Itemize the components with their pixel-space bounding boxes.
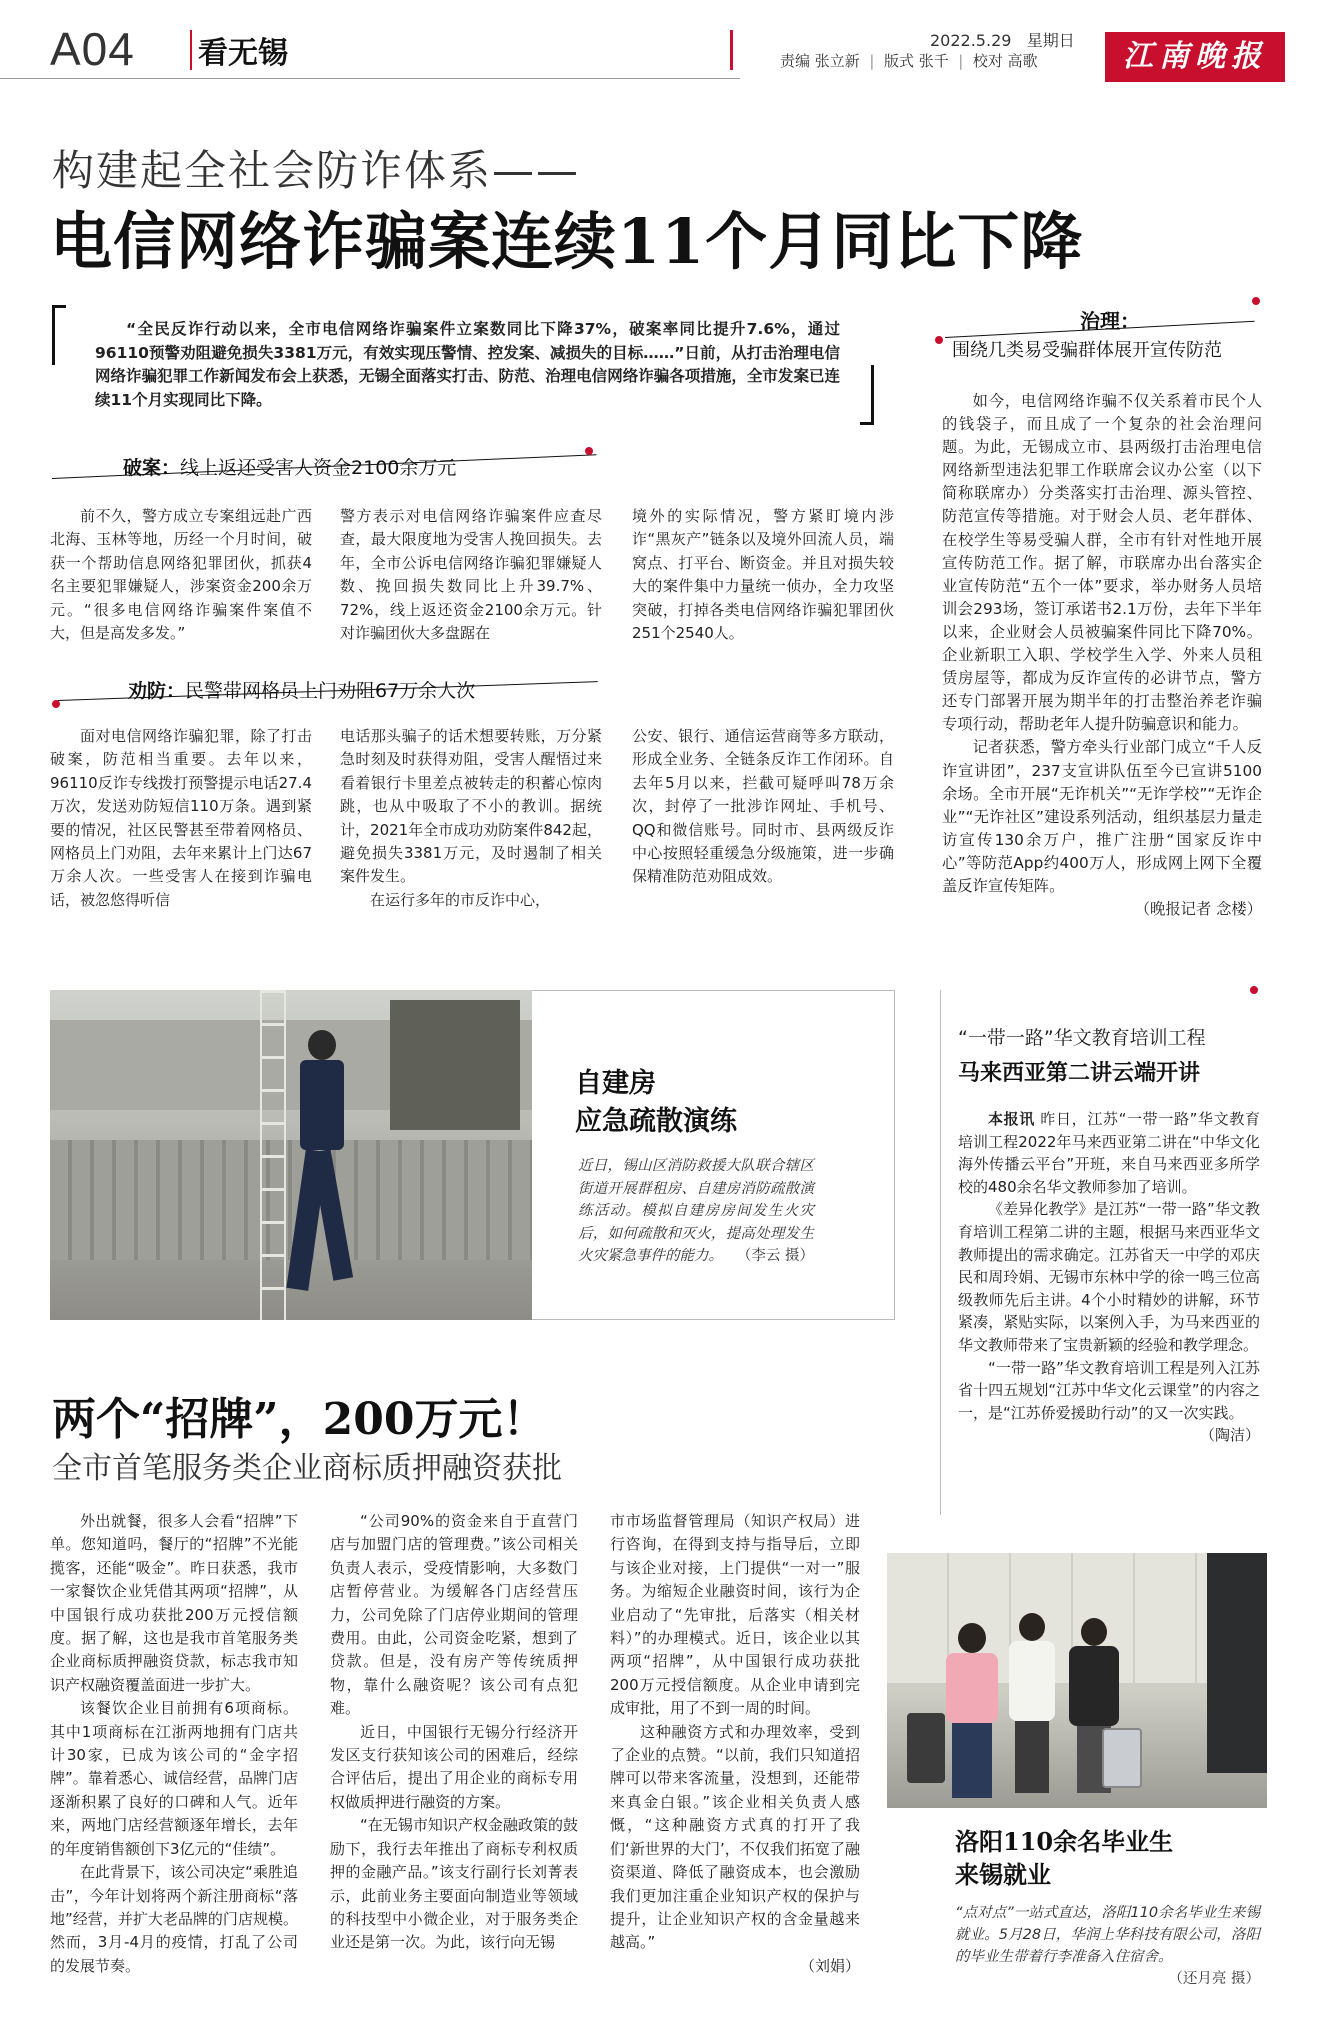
sub1-header: [123, 453, 456, 480]
lead-kicker: 构建起全社会防诈体系——: [52, 146, 581, 195]
sub2-label: 劝防：: [128, 680, 186, 702]
graduates-caption-box: [955, 1902, 1260, 1990]
page-number: A04: [50, 23, 135, 75]
sub3-dot: [1252, 297, 1260, 305]
rope-ladder: [260, 990, 286, 1320]
editor: 责编 张立新: [780, 52, 860, 70]
trademark-headline: 两个“招牌”，200万元！: [52, 1394, 547, 1445]
sub1-col1: 前不久，警方成立专案组远赴广西北海、玉林等地，历经一个月时间，破获一个帮助信息网络犯罪团伙，抓获4名主要犯罪嫌疑人，涉案资金200余万元。“很多电信网络诈骗案件案值不大，但是高发多发。”: [50, 507, 312, 643]
sub1-dot: [585, 447, 593, 455]
trademark-col3: 市市场监督管理局（知识产权局）进行咨询，在得到支持与指导后，立即与该企业对接，上门提供“一对一”服务。为缩短企业融资时间，该行为企业启动了“先审批，后落实（相关材料）”的办理模式。近日，该企业以其两项“招牌”，从中国银行成功获批200万元授信额度。从企业申请到完成审批，用了不到一周的时间。 这种融资方式和办理效率，受到了企业的点赞。“以前，我们只知道招牌可以带来客流量，没想到，还能带来真金白银。”该企业相关负责人感慨，“这种融资方式真的打开了我们‘新世界的大门’，不仅我们拓宽了融资渠道、降低了融资成本，也会激励我们更加注重企业知识产权的保护与提升，让企业知识产权的含金量越来越高。” （刘娟）: [610, 1510, 860, 1978]
sub1-title: 线上返还受害人资金2100余万元: [180, 457, 457, 479]
layout-editor: 版式 张千: [883, 52, 949, 70]
fire-drill-photo: [50, 990, 532, 1320]
belt-road-byline: （陶洁）: [1199, 1426, 1260, 1445]
trademark-col2: “公司90%的资金来自于直营门店与加盟门店的管理费。”该公司相关负责人表示，受疫情影响，大多数门店暂停营业。为缓解各门店经营压力，公司免除了门店停业期间的管理费用。由此，公司资金吃紧，想到了贷款。但是，没有房产等传统质押物，靠什么融资呢？该公司有点犯难。 近日，中国银行无锡分行经济开发区支行获知该公司的困难后，经综合评估后，提出了用企业的商标专用权做质押进行融资的方案。 “在无锡市知识产权金融政策的鼓励下，我行去年推出了商标专利权质押的金融产品。”该支行副行长刘菁表示，此前业务主要面向制造业等领域的科技型中小微企业，对于服务类企业还是第一次。为此，该行向无锡: [330, 1512, 578, 1952]
suitcase: [1102, 1728, 1142, 1788]
masthead: [0, 0, 1317, 90]
trademark-byline: （刘娟）: [799, 1956, 860, 1975]
lead-byline: （晚报记者 念楼）: [1134, 900, 1262, 919]
fire-drill-title-1: 自建房: [575, 1068, 656, 1099]
fire-drill-title: [575, 1065, 737, 1141]
student-white: [1007, 1613, 1057, 1793]
window-dark: [390, 1000, 520, 1130]
sub2-header: [128, 676, 475, 703]
newspaper-logo: [1105, 32, 1285, 82]
graduates-credit: （还月亮 摄）: [1168, 1971, 1260, 1987]
graduates-title-1: 洛阳110余名毕业生: [955, 1827, 1174, 1856]
sub2-col1: 面对电信网络诈骗犯罪，除了打击破案，防范相当重要。去年以来，96110反诈专线拨打预警提示电话27.4万次，发送劝防短信110万条。遇到紧要的情况，社区民警甚至带着网格员、网格员上门劝阻，去年来累计上门达67万余人次。一些受害人在接到诈骗电话，被忽悠得听信: [50, 727, 312, 909]
lead-intro-text: “全民反诈行动以来，全市电信网络诈骗案件立案数同比下降37%，破案率同比提升7.6%，通过96110预警劝阻避免损失3381万元，有效实现压警情、控发案、减损失的目标……”日前，从打击治理电信网络诈骗犯罪工作新闻发布会上获悉，无锡全面落实打击、防范、治理电信网络诈骗各项措施，全市发案已连续11个月实现同比下降。: [95, 320, 840, 409]
section-underline: [0, 78, 740, 79]
belt-road-lead: 本报讯: [988, 1110, 1035, 1128]
staff-line: 责编 张立新 | 版式 张千 | 校对 高歌: [780, 52, 1038, 70]
date: 2022.5.29: [930, 31, 1012, 50]
sub3-body: 如今，电信网络诈骗不仅关系着市民个人的钱袋子，而且成了一个复杂的社会治理问题。为此，无锡成立市、县两级打击治理电信网络新型违法犯罪工作联席会议办公室（以下简称联席办）分类落实打击治理、源头管控、防范宣传等措施。对于财会人员、老年群体、在校学生等易受骗人群，全市有针对性地开展宣传防范工作。据了解，市联席办出台落实企业宣传防范“五个一体”要求，举办财务人员培训会293场，签订承诺书2.1万份，去年下半年以来，企业财会人员被骗案件同比下降70%。企业新职工入职、学校学生入学、外来人员租赁房屋等，都成为反诈宣传的必讲节点，警方还专门部署开展为期半年的打击整治养老诈骗专项行动，帮助老年人提升防骗意识和能力。 记者获悉，警方牵头行业部门成立“千人反诈宣讲团”，237支宣讲队伍至今已宣讲5100余场。全市开展“无诈机关”“无诈学校”“无诈企业”“无诈社区”建设系列活动，组织基层力量走访宣传130余万户，推广注册“国家反诈中心”等防范App约400万人，形成网上网下全覆盖反诈宣传矩阵。 （晚报记者 念楼）: [942, 390, 1262, 921]
sub2-col2: 电话那头骗子的话术想要转账，万分紧急时刻及时获得劝阻，受害人醒悟过来看着银行卡里差点被转走的积蓄心惊肉跳，也从中吸取了不小的教训。据统计，2021年全市成功劝防案件842起，避免损失3381万元，及时遏制了相关案件发生。 在运行多年的市反诈中心，: [340, 727, 602, 909]
trademark-subhead: 全市首笔服务类企业商标质押融资获批: [52, 1451, 562, 1486]
page-number-divider: [190, 30, 192, 70]
belt-road-dot: [1250, 986, 1258, 994]
student-pink: [942, 1623, 1002, 1798]
fire-drill-credit: （李云 摄）: [736, 1248, 814, 1264]
sub3-title: 围绕几类易受骗群体展开宣传防范: [952, 340, 1222, 361]
red-bar: [730, 30, 733, 70]
fire-drill-caption-box: [578, 1155, 814, 1268]
section-name: 看无锡: [198, 36, 288, 71]
proofreader: 校对 高歌: [972, 52, 1038, 70]
lead-headline: 电信网络诈骗案连续11个月同比下降: [50, 205, 1084, 278]
firefighter-figure: [290, 1030, 350, 1300]
fire-drill-caption: 近日，锡山区消防救援大队联合辖区街道开展群租房、自建房消防疏散演练活动。模拟自建房房间发生火灾后，如何疏散和灭火，提高处理发生火灾紧急事件的能力。: [578, 1158, 814, 1264]
trademark-col1: 外出就餐，很多人会看“招牌”下单。您知道吗，餐厅的“招牌”不光能揽客，还能“吸金”。昨日获悉，我市一家餐饮企业凭借其两项“招牌”，从中国银行成功获批200万元授信额度。据了解，这也是我市首笔服务类企业商标质押融资贷款，标志我市知识产权融资覆盖面进一步扩大。 该餐饮企业目前拥有6项商标。其中1项商标在江浙两地拥有门店共计30家，已成为该公司的“金字招牌”。靠着悉心、诚信经营，品牌门店逐渐积累了良好的口碑和人气。近年来，两地门店经营额逐年增长，去年的年度销售额创下3亿元的“佳绩”。 在此背景下，该公司决定“乘胜追击”，今年计划将两个新注册商标“落地”经营，并扩大老品牌的门店规模。然而，3月-4月的疫情，打乱了公司的发展节奏。: [50, 1512, 298, 1975]
bus: [1207, 1553, 1267, 1773]
intro-bracket-left: [52, 305, 66, 365]
belt-road-body: 本报讯 昨日，江苏“一带一路”华文教育培训工程2022年马来西亚第二讲在“中华文化海外传播云平台”开班，来自马来西亚多所学校的480余名华文教师参加了培训。 《差异化教学》是江苏“一带一路”华文教育培训工程第二讲的主题，根据马来西亚华文教师提出的需求确定。江苏省天一中学的邓庆民和周玲娟、无锡市东林中学的徐一鸣三位高级教师先后主讲。4个小时精妙的讲解，环节紧凑，紧贴实际，以案例入手，为马来西亚的华文教师带来了宝贵新颖的经验和教学理念。 “一带一路”华文教育培训工程是列入江苏省十四五规划“江苏中华文化云课堂”的内容之一，是“江苏侨爱援助行动”的又一次实践。 （陶洁）: [958, 1108, 1260, 1447]
sub2-title: 民警带网格员上门劝阻67万余人次: [185, 680, 476, 702]
graduates-title-2: 来锡就业: [955, 1860, 1051, 1889]
graduates-title: [955, 1825, 1173, 1891]
fire-drill-title-2: 应急疏散演练: [575, 1106, 737, 1137]
graduates-photo: [887, 1553, 1267, 1808]
graduates-caption: “点对点”一站式直达，洛阳110余名毕业生来锡就业。5月28日，华润上华科技有限公司，洛阳的毕业生带着行李准备入住宿舍。: [955, 1905, 1260, 1965]
sub1-label: 破案：: [123, 457, 181, 479]
logo-text: 江南晚报: [1123, 39, 1267, 74]
sub2-col3: 公安、银行、通信运营商等多方联动，形成全业务、全链条反诈工作闭环。自去年5月以来，拦截可疑呼叫78万余次，封停了一批涉诈网址、手机号、QQ和微信账号。同时市、县两级反诈中心按照轻重缓急分级施策，进一步确保精准防范劝阻成效。: [632, 727, 894, 886]
sub3-dot-left: [935, 336, 943, 344]
lead-intro: [95, 318, 840, 412]
belt-road-kicker: “一带一路”华文教育培训工程: [958, 1027, 1206, 1049]
sub1-col2: 警方表示对电信网络诈骗案件应查尽查，最大限度地为受害人挽回损失。去年，全市公诉电信网络诈骗犯罪嫌疑人数、挽回损失数同比上升39.7%、72%，线上返还资金2100余万元。针对诈骗团伙大多盘踞在: [340, 507, 602, 643]
sub1-col3: 境外的实际情况，警方紧盯境内涉诈“黑灰产”链条以及境外回流人员，端窝点、打平台、断资金。并且对损失较大的案件集中力量统一侦办，全力攻坚突破，打掉各类电信网络诈骗犯罪团伙251个2540人。: [632, 507, 894, 643]
sub3-label: 治理：: [1080, 309, 1140, 333]
belt-road-headline: 马来西亚第二讲云端开讲: [958, 1060, 1201, 1086]
weekday: 星期日: [1026, 31, 1075, 50]
intro-bracket-right: [860, 365, 874, 425]
suitcase-2: [907, 1713, 945, 1783]
date-line: [930, 28, 1075, 51]
sub2-dot: [52, 700, 60, 708]
